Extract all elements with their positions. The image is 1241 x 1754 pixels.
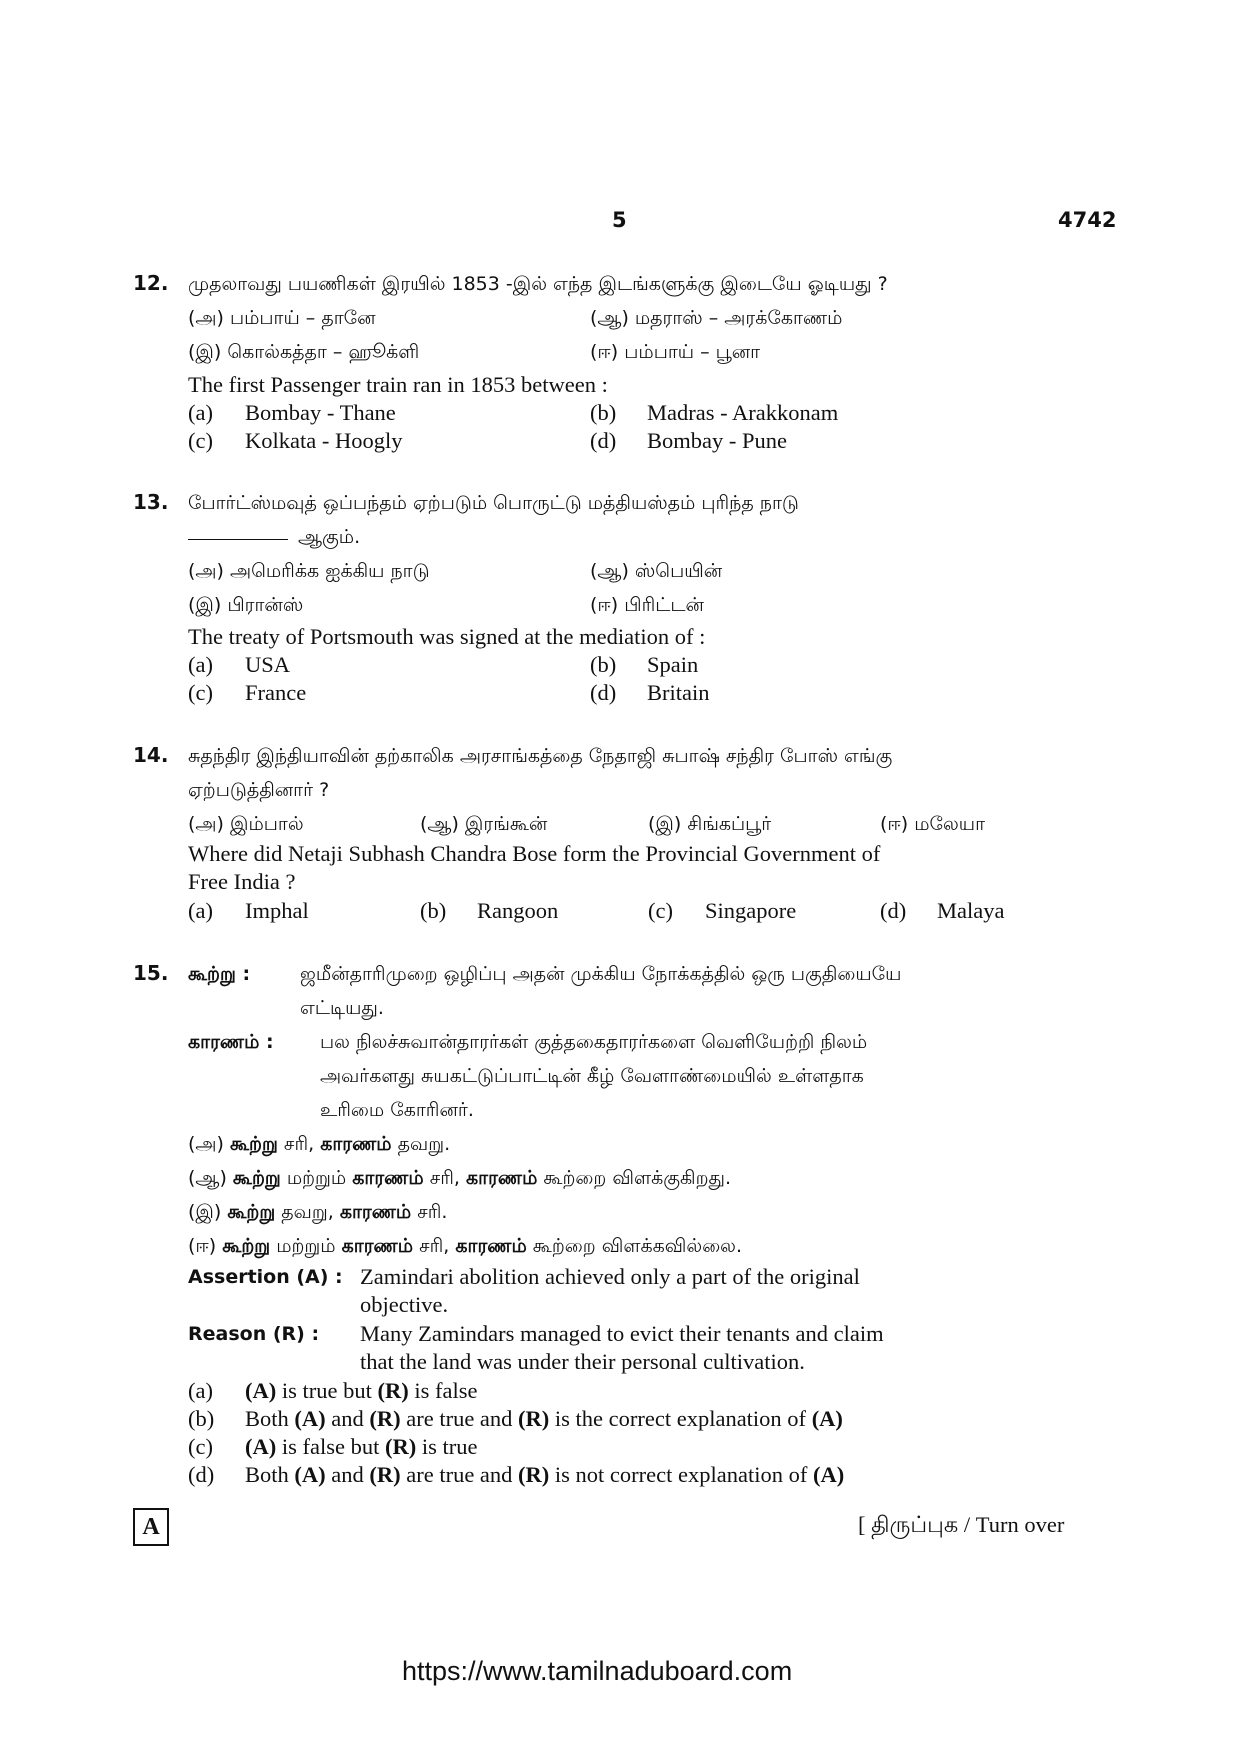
option-tamil: (ஈ) மலேயா (880, 813, 986, 835)
question-text-tamil-line2: ஆகும். (188, 526, 360, 551)
reason-text-tamil: பல நிலச்சுவான்தாரர்கள் குத்தகைதாரர்களை வெளியேற்றி நிலம் (320, 1031, 868, 1053)
option-text: Malaya (937, 898, 1005, 923)
question-number: 14. (133, 743, 169, 767)
option-tamil: (இ) கொல்கத்தா – ஹூக்ளி (188, 341, 420, 363)
option-text: Spain (647, 652, 699, 677)
reason-label: Reason (R) : (188, 1323, 320, 1345)
assertion-label: Assertion (A) : (188, 1266, 343, 1288)
option-label: (b) (420, 898, 447, 923)
question-text-english: The treaty of Portsmouth was signed at the mediation of : (188, 624, 706, 649)
question-text-tamil: போர்ட்ஸ்மவுத் ஒப்பந்தம் ஏற்படும் பொருட்டு மத்தியஸ்தம் புரிந்த நாடு (188, 492, 799, 514)
option-text: Singapore (705, 898, 797, 923)
option-label: (c) (188, 680, 213, 705)
option-label: (c) (648, 898, 673, 923)
paper-code: 4742 (1058, 208, 1117, 232)
assertion-text-line2: objective. (360, 1292, 449, 1317)
series-box: A (133, 1508, 169, 1546)
assertion-text: Zamindari abolition achieved only a part of the original (360, 1264, 860, 1289)
option-label: (a) (188, 400, 213, 425)
question-text-tamil: முதலாவது பயணிகள் இரயில் 1853 -இல் எந்த இடங்களுக்கு இடையே ஓடியது ? (188, 273, 888, 295)
option-tamil: (அ) பம்பாய் – தானே (188, 307, 376, 329)
option-text: Britain (647, 680, 710, 705)
option-text: France (245, 680, 307, 705)
option-tamil: (ஆ) ஸ்பெயின் (590, 560, 723, 582)
option-tamil: (அ) இம்பால் (188, 813, 304, 835)
option-text: (A) is true but (R) is false (245, 1378, 478, 1403)
option-text: USA (245, 652, 291, 677)
option-label: (b) (188, 1406, 215, 1431)
turn-over-note: [ திருப்புக / Turn over (858, 1512, 1065, 1537)
option-label: (c) (188, 1434, 213, 1459)
option-tamil: (ஈ) பம்பாய் – பூனா (590, 341, 761, 363)
page-number: 5 (612, 208, 627, 232)
option-tamil: (ஈ) கூற்று மற்றும் காரணம் சரி, காரணம் கூற்றை விளக்கவில்லை. (188, 1235, 742, 1257)
option-text: Both (A) and (R) are true and (R) is not correct explanation of (A) (245, 1462, 845, 1487)
option-label: (d) (188, 1462, 215, 1487)
question-text-tamil-line2: ஏற்படுத்தினார் ? (188, 779, 330, 801)
answer-blank (188, 539, 288, 540)
option-tamil: (ஆ) இரங்கூன் (420, 813, 548, 835)
reason-label-tamil: காரணம் : (188, 1031, 274, 1053)
option-label: (d) (880, 898, 907, 923)
option-label: (a) (188, 652, 213, 677)
option-tamil: (அ) அமெரிக்க ஐக்கிய நாடு (188, 560, 430, 582)
option-tamil: (இ) கூற்று தவறு, காரணம் சரி. (188, 1201, 448, 1223)
option-label: (c) (188, 428, 213, 453)
source-url: https://www.tamilnaduboard.com (402, 1656, 793, 1686)
option-text: Bombay - Pune (647, 428, 787, 453)
question-number: 13. (133, 490, 169, 514)
assertion-text-tamil: ஜமீன்தாரிமுறை ஒழிப்பு அதன் முக்கிய நோக்கத்தில் ஒரு பகுதியையே (300, 963, 902, 985)
option-text: Bombay - Thane (245, 400, 396, 425)
question-text-english-line2: Free India ? (188, 869, 296, 894)
option-label: (a) (188, 1378, 213, 1403)
option-text: (A) is false but (R) is true (245, 1434, 478, 1459)
option-tamil: (ஆ) கூற்று மற்றும் காரணம் சரி, காரணம் கூற்றை விளக்குகிறது. (188, 1167, 732, 1189)
option-tamil: (ஈ) பிரிட்டன் (590, 594, 704, 616)
option-label: (b) (590, 400, 617, 425)
option-tamil: (ஆ) மதராஸ் – அரக்கோணம் (590, 307, 843, 329)
option-text: Rangoon (477, 898, 559, 923)
question-text-tamil: சுதந்திர இந்தியாவின் தற்காலிக அரசாங்கத்தை நேதாஜி சுபாஷ் சந்திர போஸ் எங்கு (188, 745, 893, 767)
option-text: Kolkata - Hoogly (245, 428, 403, 453)
question-text-english: The first Passenger train ran in 1853 between : (188, 372, 608, 397)
assertion-text-tamil-line2: எட்டியது. (300, 997, 384, 1019)
reason-text-tamil-line2: அவர்களது சுயகட்டுப்பாட்டின் கீழ் வேளாண்மையில் உள்ளதாக (320, 1065, 864, 1087)
reason-text-line2: that the land was under their personal cultivation. (360, 1349, 805, 1374)
option-label: (b) (590, 652, 617, 677)
reason-text: Many Zamindars managed to evict their tenants and claim (360, 1321, 884, 1346)
option-tamil: (இ) பிரான்ஸ் (188, 594, 304, 616)
option-label: (a) (188, 898, 213, 923)
option-text: Imphal (245, 898, 309, 923)
question-text-english: Where did Netaji Subhash Chandra Bose form the Provincial Government of (188, 841, 881, 866)
option-text: Both (A) and (R) are true and (R) is the correct explanation of (A) (245, 1406, 843, 1431)
reason-text-tamil-line3: உரிமை கோரினர். (320, 1099, 474, 1121)
question-number: 12. (133, 271, 169, 295)
option-tamil: (அ) கூற்று சரி, காரணம் தவறு. (188, 1133, 451, 1155)
option-label: (d) (590, 680, 617, 705)
assertion-label-tamil: கூற்று : (188, 963, 251, 985)
option-label: (d) (590, 428, 617, 453)
option-tamil: (இ) சிங்கப்பூர் (648, 813, 772, 835)
option-text: Madras - Arakkonam (647, 400, 839, 425)
question-number: 15. (133, 961, 169, 985)
